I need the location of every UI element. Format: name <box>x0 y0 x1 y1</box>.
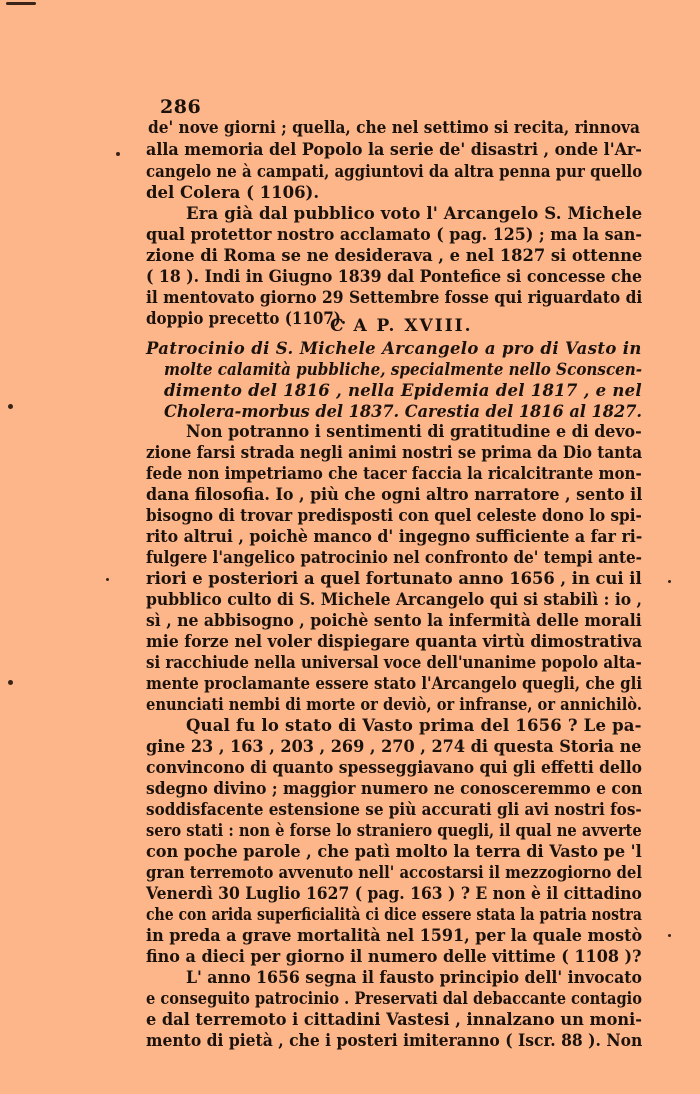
text-line: e dal terremoto i cittadini Vastesi , innalzano un moni- <box>146 1010 642 1029</box>
text-line: che con arida superficialità ci dice essere stata la patria nostra <box>146 905 642 924</box>
text-line: soddisfacente estensione se più accurati gli avi nostri fos- <box>146 800 642 819</box>
text-line: ( 18 ). Indi in Giugno 1839 dal Pontefice si concesse che <box>146 267 642 286</box>
chapter-heading: C A P. XVIII. <box>330 316 473 336</box>
ink-speck <box>116 152 120 156</box>
text-line: zione di Roma se ne desiderava , e nel 1827 si ottenne <box>146 246 643 265</box>
text-line: alla memoria del Popolo la serie de' disastri , onde l'Ar- <box>146 140 642 159</box>
text-line: de' nove giorni ; quella, che nel settimo si recita, rinnova <box>148 118 640 137</box>
text-line: doppio precetto (1107). <box>146 309 347 328</box>
text-line: pubblico culto di S. Michele Arcangelo qui si stabilì : io , <box>146 590 642 609</box>
ink-speck <box>668 580 671 583</box>
text-line: qual protettor nostro acclamato ( pag. 125) ; ma la san- <box>146 225 642 244</box>
text-line: cangelo ne à campati, aggiuntovi da altra penna pur quello <box>146 162 643 181</box>
text-line: in preda a grave mortalità nel 1591, per la quale mostò <box>146 926 643 945</box>
chapter-title-line: molte calamità pubbliche, specialmente nello Sconscen- <box>164 360 643 379</box>
ink-speck <box>668 934 671 937</box>
text-line: zione farsi strada negli animi nostri se prima da Dio tanta <box>146 443 643 462</box>
text-line: Era già dal pubblico voto l' Arcangelo S. Michele <box>186 204 643 223</box>
ink-speck <box>106 578 109 581</box>
text-line: con poche parole , che patì molto la terra di Vasto pe 'l <box>146 842 642 861</box>
text-line: Non potranno i sentimenti di gratitudine e di devo- <box>186 422 642 441</box>
text-line: gran terremoto avvenuto nell' accostarsi il mezzogiorno del <box>146 863 642 882</box>
page-number: 286 <box>160 96 202 118</box>
text-line: fino a dieci per giorno il numero delle vittime ( 1108 )? <box>146 947 642 966</box>
text-line: del Colera ( 1106). <box>146 183 320 202</box>
chapter-title-line: dimento del 1816 , nella Epidemia del 1817 , e nel <box>164 381 642 400</box>
text-line: fulgere l'angelico patrocinio nel confronto de' tempi ante- <box>146 548 642 567</box>
ink-speck <box>8 680 13 685</box>
text-line: convincono di quanto spesseggiavano qui gli effetti dello <box>146 758 643 777</box>
ink-speck <box>8 404 13 409</box>
text-line: rito altrui , poichè manco d' ingegno sufficiente a far ri- <box>146 527 643 546</box>
text-line: e conseguito patrocinio . Preservati dal debaccante contagio <box>146 989 642 1008</box>
text-line: sì , ne abbisogno , poichè sento la infermità delle morali <box>146 611 642 630</box>
text-line: gine 23 , 163 , 203 , 269 , 270 , 274 di questa Storia ne <box>146 737 642 756</box>
text-line: il mentovato giorno 29 Settembre fosse qui riguardato di <box>146 288 643 307</box>
text-line: dana filosofia. Io , più che ogni altro narratore , sento il <box>146 485 643 504</box>
text-line: mente proclamante essere stato l'Arcangelo quegli, che gli <box>146 674 643 693</box>
text-line: Qual fu lo stato di Vasto prima del 1656 ? Le pa- <box>186 716 642 735</box>
text-line: sero stati : non è forse lo straniero quegli, il qual ne avverte <box>146 821 642 840</box>
chapter-title-line: Patrocinio di S. Michele Arcangelo a pro di Vasto in <box>146 339 642 358</box>
chapter-title-line: Cholera-morbus del 1837. Carestia del 1816 al 1827. <box>164 402 643 421</box>
ink-smudge <box>6 2 36 5</box>
text-line: L' anno 1656 segna il fausto principio dell' invocato <box>186 968 642 987</box>
text-line: mento di pietà , che i posteri imiteranno ( Iscr. 88 ). Non <box>146 1031 643 1050</box>
text-line: si racchiude nella universal voce dell'unanime popolo alta- <box>146 653 642 672</box>
text-line: bisogno di trovar predisposti con quel celeste dono lo spi- <box>146 506 642 525</box>
text-line: Venerdì 30 Luglio 1627 ( pag. 163 ) ? E non è il cittadino <box>146 884 642 903</box>
text-line: mie forze nel voler dispiegare quanta virtù dimostrativa <box>146 632 643 651</box>
text-line: fede non impetriamo che tacer faccia la ricalcitrante mon- <box>146 464 642 483</box>
text-line: enunciati nembi di morte or deviò, or infranse, or annichilò. <box>146 695 642 714</box>
text-line: riori e posteriori a quel fortunato anno 1656 , in cui il <box>146 569 642 588</box>
text-line: sdegno divino ; maggior numero ne conosceremmo e con <box>146 779 643 798</box>
